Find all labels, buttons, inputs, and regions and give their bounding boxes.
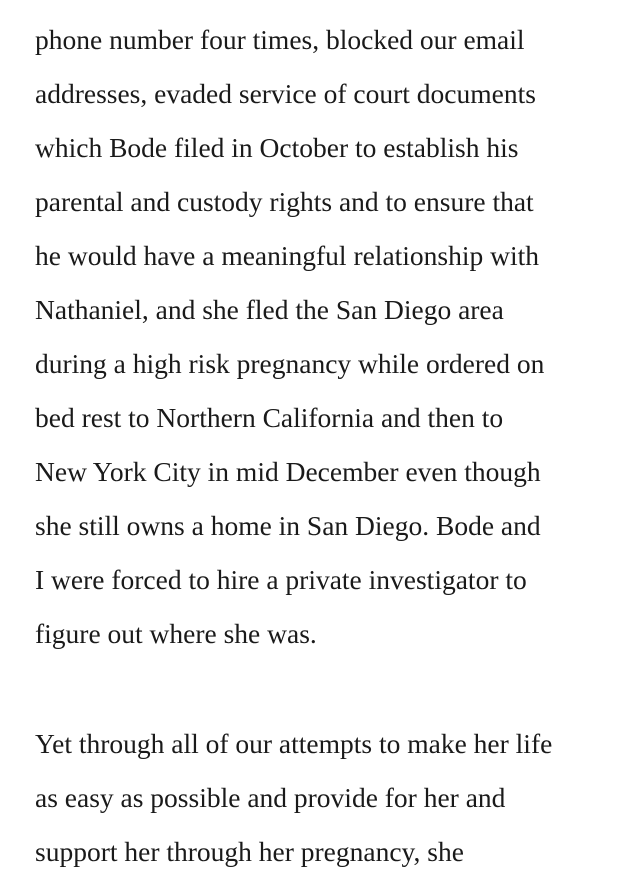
text-line: figure out where she was. [35,618,317,649]
text-line: I were forced to hire a private investigator to [35,564,527,595]
text-line: during a high risk pregnancy while ordered on [35,348,545,379]
text-line: Nathaniel, and she fled the San Diego area [35,294,504,325]
text-line: as easy as possible and provide for her and [35,782,506,813]
text-line: parental and custody rights and to ensure that [35,186,534,217]
text-line: he would have a meaningful relationship with [35,240,540,271]
text-line: support her through her pregnancy, she [35,836,464,867]
text-line: New York City in mid December even though [35,456,541,487]
text-line: bed rest to Northern California and then to [35,402,504,433]
text-line: addresses, evaded service of court documents [35,78,536,109]
text-line: she still owns a home in San Diego. Bode and [35,510,541,541]
text-line: which Bode filed in October to establish his [35,132,519,163]
text-line: Yet through all of our attempts to make her life [35,728,553,759]
text-line: phone number four times, blocked our email [35,24,525,55]
